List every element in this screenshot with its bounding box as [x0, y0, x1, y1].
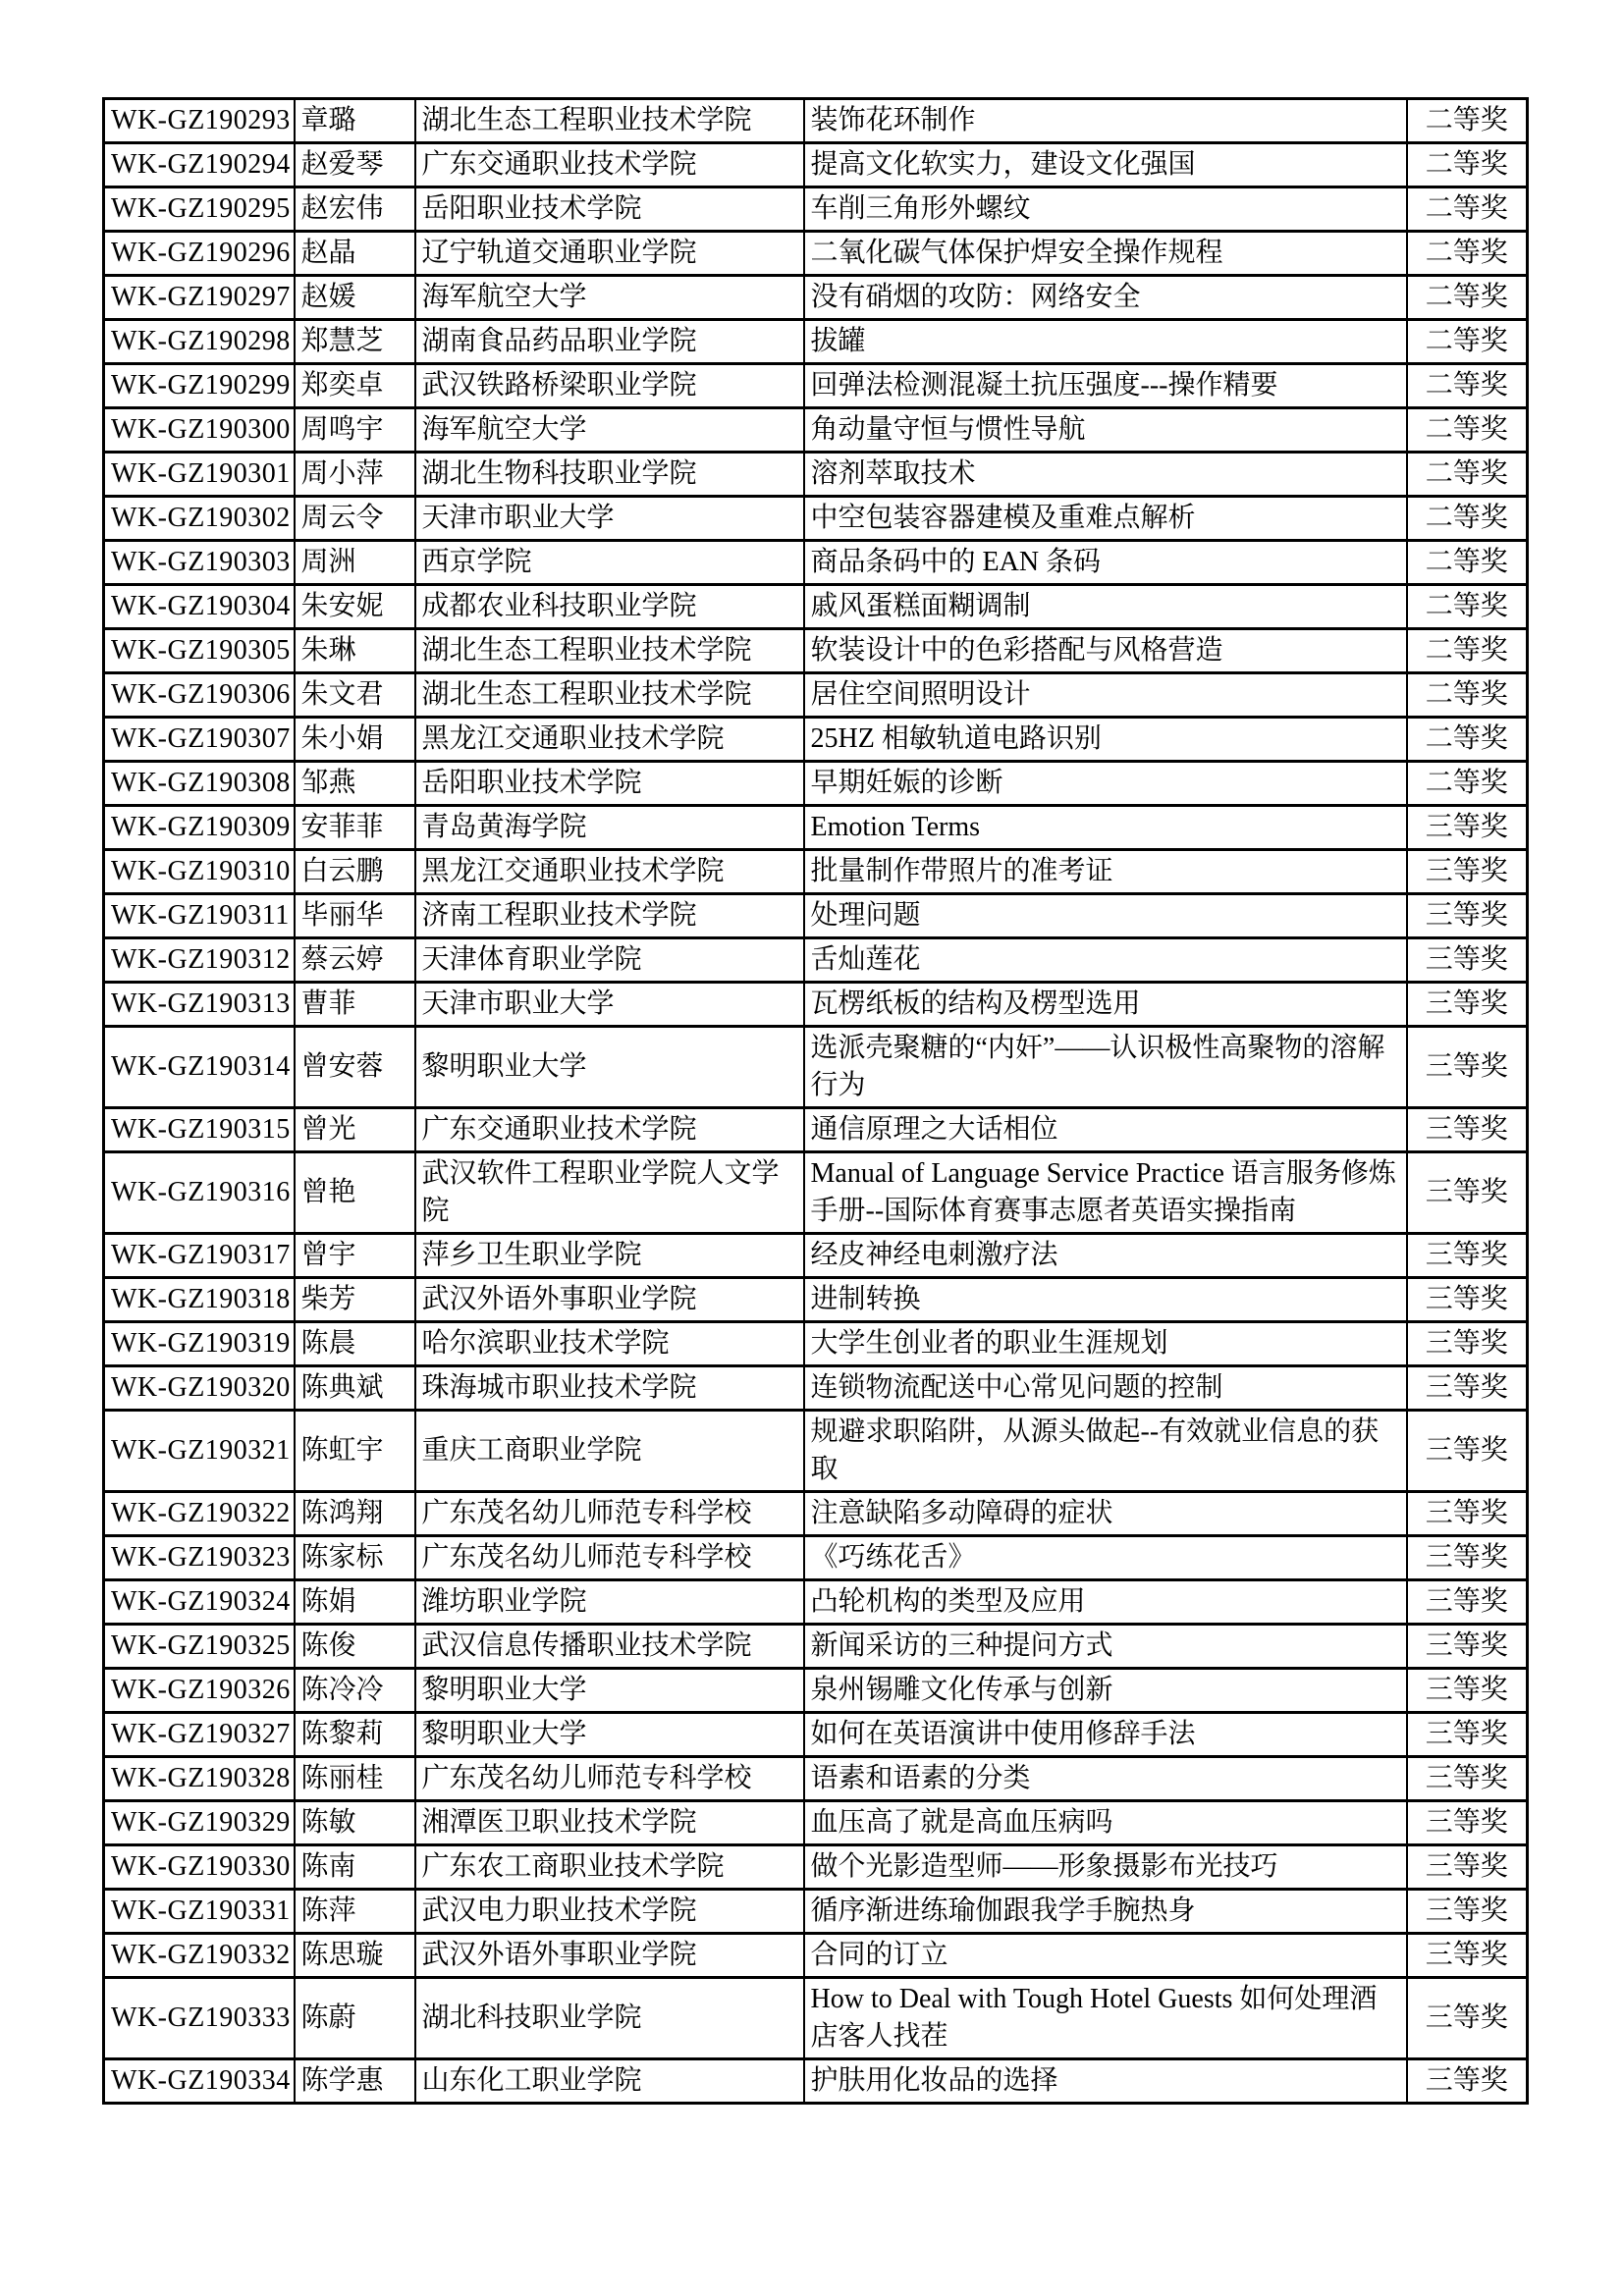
- cell-institution: 黎明职业大学: [415, 1027, 804, 1108]
- cell-participant-name: 安菲菲: [295, 806, 415, 850]
- cell-institution: 黎明职业大学: [415, 1713, 804, 1757]
- cell-participant-name: 陈蔚: [295, 1978, 415, 2059]
- cell-work-title: 新闻采访的三种提问方式: [804, 1625, 1407, 1669]
- cell-participant-name: 陈敏: [295, 1801, 415, 1845]
- cell-participant-name: 朱琳: [295, 629, 415, 673]
- cell-entry-id: WK-GZ190325: [104, 1625, 295, 1669]
- cell-institution: 武汉信息传播职业技术学院: [415, 1625, 804, 1669]
- cell-institution: 天津体育职业学院: [415, 938, 804, 983]
- cell-institution: 黎明职业大学: [415, 1669, 804, 1713]
- cell-work-title: 如何在英语演讲中使用修辞手法: [804, 1713, 1407, 1757]
- cell-work-title: 规避求职陷阱，从源头做起--有效就业信息的获取: [804, 1411, 1407, 1492]
- cell-award-level: 二等奖: [1407, 143, 1528, 187]
- cell-award-level: 三等奖: [1407, 1411, 1528, 1492]
- cell-institution: 广东茂名幼儿师范专科学校: [415, 1757, 804, 1801]
- cell-participant-name: 曾艳: [295, 1152, 415, 1234]
- table-row: [104, 762, 1528, 806]
- cell-participant-name: 曹菲: [295, 983, 415, 1027]
- cell-entry-id: WK-GZ190319: [104, 1322, 295, 1366]
- cell-award-level: 二等奖: [1407, 320, 1528, 364]
- cell-institution: 广东交通职业技术学院: [415, 1108, 804, 1152]
- table-row: [104, 1801, 1528, 1845]
- cell-work-title: 拔罐: [804, 320, 1407, 364]
- cell-award-level: 三等奖: [1407, 1801, 1528, 1845]
- cell-entry-id: WK-GZ190299: [104, 364, 295, 408]
- cell-work-title: Manual of Language Service Practice 语言服务修炼手册--国际体育赛事志愿者英语实操指南: [804, 1152, 1407, 1234]
- cell-participant-name: 陈南: [295, 1845, 415, 1890]
- cell-work-title: 护肤用化妆品的选择: [804, 2059, 1407, 2104]
- cell-work-title: 车削三角形外螺纹: [804, 187, 1407, 232]
- cell-participant-name: 章璐: [295, 99, 415, 143]
- cell-entry-id: WK-GZ190307: [104, 718, 295, 762]
- cell-award-level: 三等奖: [1407, 1890, 1528, 1934]
- cell-work-title: 大学生创业者的职业生涯规划: [804, 1322, 1407, 1366]
- cell-entry-id: WK-GZ190297: [104, 276, 295, 320]
- table-row: [104, 1934, 1528, 1978]
- cell-entry-id: WK-GZ190320: [104, 1366, 295, 1411]
- table-row: [104, 1978, 1528, 2059]
- table-row: [104, 983, 1528, 1027]
- cell-work-title: 合同的订立: [804, 1934, 1407, 1978]
- cell-award-level: 三等奖: [1407, 1278, 1528, 1322]
- cell-participant-name: 白云鹏: [295, 850, 415, 894]
- cell-entry-id: WK-GZ190309: [104, 806, 295, 850]
- cell-institution: 湖南食品药品职业学院: [415, 320, 804, 364]
- cell-participant-name: 陈家标: [295, 1536, 415, 1580]
- cell-work-title: 回弹法检测混凝土抗压强度---操作精要: [804, 364, 1407, 408]
- cell-work-title: 处理问题: [804, 894, 1407, 938]
- cell-institution: 济南工程职业技术学院: [415, 894, 804, 938]
- cell-institution: 广东交通职业技术学院: [415, 143, 804, 187]
- cell-entry-id: WK-GZ190316: [104, 1152, 295, 1234]
- cell-award-level: 三等奖: [1407, 850, 1528, 894]
- cell-entry-id: WK-GZ190324: [104, 1580, 295, 1625]
- table-row: [104, 1625, 1528, 1669]
- cell-participant-name: 陈萍: [295, 1890, 415, 1934]
- cell-award-level: 三等奖: [1407, 938, 1528, 983]
- cell-institution: 珠海城市职业技术学院: [415, 1366, 804, 1411]
- cell-participant-name: 陈冷冷: [295, 1669, 415, 1713]
- cell-work-title: 批量制作带照片的准考证: [804, 850, 1407, 894]
- cell-entry-id: WK-GZ190333: [104, 1978, 295, 2059]
- cell-participant-name: 陈虹宇: [295, 1411, 415, 1492]
- cell-award-level: 三等奖: [1407, 1625, 1528, 1669]
- cell-entry-id: WK-GZ190321: [104, 1411, 295, 1492]
- cell-entry-id: WK-GZ190295: [104, 187, 295, 232]
- cell-award-level: 三等奖: [1407, 1492, 1528, 1536]
- cell-work-title: 通信原理之大话相位: [804, 1108, 1407, 1152]
- cell-participant-name: 赵宏伟: [295, 187, 415, 232]
- table-row: [104, 1580, 1528, 1625]
- table-row: [104, 718, 1528, 762]
- cell-entry-id: WK-GZ190302: [104, 497, 295, 541]
- table-row: [104, 232, 1528, 276]
- cell-institution: 岳阳职业技术学院: [415, 187, 804, 232]
- cell-entry-id: WK-GZ190329: [104, 1801, 295, 1845]
- cell-award-level: 三等奖: [1407, 1536, 1528, 1580]
- cell-award-level: 三等奖: [1407, 1152, 1528, 1234]
- cell-participant-name: 陈典斌: [295, 1366, 415, 1411]
- cell-institution: 湖北生态工程职业技术学院: [415, 99, 804, 143]
- cell-participant-name: 郑慧芝: [295, 320, 415, 364]
- cell-entry-id: WK-GZ190301: [104, 453, 295, 497]
- cell-award-level: 二等奖: [1407, 364, 1528, 408]
- cell-institution: 成都农业科技职业学院: [415, 585, 804, 629]
- table-row: [104, 320, 1528, 364]
- cell-entry-id: WK-GZ190303: [104, 541, 295, 585]
- cell-institution: 湖北生态工程职业技术学院: [415, 673, 804, 718]
- cell-work-title: 《巧练花舌》: [804, 1536, 1407, 1580]
- cell-participant-name: 赵媛: [295, 276, 415, 320]
- cell-award-level: 二等奖: [1407, 99, 1528, 143]
- cell-work-title: Emotion Terms: [804, 806, 1407, 850]
- cell-entry-id: WK-GZ190314: [104, 1027, 295, 1108]
- cell-participant-name: 周小萍: [295, 453, 415, 497]
- cell-institution: 武汉外语外事职业学院: [415, 1278, 804, 1322]
- cell-entry-id: WK-GZ190310: [104, 850, 295, 894]
- table-row: [104, 585, 1528, 629]
- cell-work-title: 中空包装容器建模及重难点解析: [804, 497, 1407, 541]
- cell-participant-name: 周云令: [295, 497, 415, 541]
- cell-entry-id: WK-GZ190334: [104, 2059, 295, 2104]
- cell-award-level: 二等奖: [1407, 497, 1528, 541]
- table-row: [104, 1492, 1528, 1536]
- cell-work-title: 循序渐进练瑜伽跟我学手腕热身: [804, 1890, 1407, 1934]
- table-row: [104, 408, 1528, 453]
- cell-institution: 海军航空大学: [415, 408, 804, 453]
- cell-work-title: 角动量守恒与惯性导航: [804, 408, 1407, 453]
- cell-institution: 黑龙江交通职业技术学院: [415, 850, 804, 894]
- cell-work-title: 软装设计中的色彩搭配与风格营造: [804, 629, 1407, 673]
- cell-entry-id: WK-GZ190305: [104, 629, 295, 673]
- table-row: [104, 143, 1528, 187]
- table-row: [104, 894, 1528, 938]
- cell-participant-name: 朱安妮: [295, 585, 415, 629]
- cell-participant-name: 赵晶: [295, 232, 415, 276]
- table-row: [104, 1366, 1528, 1411]
- cell-entry-id: WK-GZ190313: [104, 983, 295, 1027]
- cell-entry-id: WK-GZ190306: [104, 673, 295, 718]
- cell-work-title: 做个光影造型师——形象摄影布光技巧: [804, 1845, 1407, 1890]
- table-row: [104, 364, 1528, 408]
- cell-participant-name: 陈娟: [295, 1580, 415, 1625]
- table-row: [104, 276, 1528, 320]
- cell-work-title: 注意缺陷多动障碍的症状: [804, 1492, 1407, 1536]
- table-row: [104, 1845, 1528, 1890]
- table-row: [104, 541, 1528, 585]
- cell-work-title: How to Deal with Tough Hotel Guests 如何处理酒店客人找茬: [804, 1978, 1407, 2059]
- cell-participant-name: 朱文君: [295, 673, 415, 718]
- cell-entry-id: WK-GZ190315: [104, 1108, 295, 1152]
- table-row: [104, 1713, 1528, 1757]
- cell-participant-name: 陈丽桂: [295, 1757, 415, 1801]
- cell-entry-id: WK-GZ190300: [104, 408, 295, 453]
- cell-award-level: 二等奖: [1407, 276, 1528, 320]
- cell-participant-name: 柴芳: [295, 1278, 415, 1322]
- cell-institution: 重庆工商职业学院: [415, 1411, 804, 1492]
- cell-institution: 武汉外语外事职业学院: [415, 1934, 804, 1978]
- cell-award-level: 三等奖: [1407, 1845, 1528, 1890]
- cell-award-level: 三等奖: [1407, 1713, 1528, 1757]
- cell-participant-name: 陈俊: [295, 1625, 415, 1669]
- table-row: [104, 187, 1528, 232]
- cell-institution: 武汉铁路桥梁职业学院: [415, 364, 804, 408]
- cell-entry-id: WK-GZ190293: [104, 99, 295, 143]
- cell-entry-id: WK-GZ190332: [104, 1934, 295, 1978]
- table-row: [104, 497, 1528, 541]
- cell-institution: 哈尔滨职业技术学院: [415, 1322, 804, 1366]
- cell-award-level: 二等奖: [1407, 541, 1528, 585]
- cell-entry-id: WK-GZ190318: [104, 1278, 295, 1322]
- cell-entry-id: WK-GZ190326: [104, 1669, 295, 1713]
- cell-participant-name: 蔡云婷: [295, 938, 415, 983]
- cell-work-title: 连锁物流配送中心常见问题的控制: [804, 1366, 1407, 1411]
- table-row: [104, 2059, 1528, 2104]
- cell-work-title: 进制转换: [804, 1278, 1407, 1322]
- table-row: [104, 453, 1528, 497]
- table-row: [104, 1757, 1528, 1801]
- cell-participant-name: 曾宇: [295, 1234, 415, 1278]
- cell-work-title: 舌灿莲花: [804, 938, 1407, 983]
- table-row: [104, 1152, 1528, 1234]
- cell-award-level: 二等奖: [1407, 629, 1528, 673]
- cell-award-level: 三等奖: [1407, 1669, 1528, 1713]
- cell-award-level: 三等奖: [1407, 2059, 1528, 2104]
- table-row: [104, 806, 1528, 850]
- cell-award-level: 二等奖: [1407, 453, 1528, 497]
- cell-entry-id: WK-GZ190311: [104, 894, 295, 938]
- cell-institution: 武汉软件工程职业学院人文学院: [415, 1152, 804, 1234]
- cell-participant-name: 陈学惠: [295, 2059, 415, 2104]
- table-row: [104, 1027, 1528, 1108]
- cell-institution: 山东化工职业学院: [415, 2059, 804, 2104]
- cell-institution: 湘潭医卫职业技术学院: [415, 1801, 804, 1845]
- cell-participant-name: 赵爱琴: [295, 143, 415, 187]
- cell-entry-id: WK-GZ190304: [104, 585, 295, 629]
- cell-participant-name: 朱小娟: [295, 718, 415, 762]
- cell-work-title: 溶剂萃取技术: [804, 453, 1407, 497]
- cell-award-level: 三等奖: [1407, 1757, 1528, 1801]
- cell-participant-name: 周鸣宇: [295, 408, 415, 453]
- cell-award-level: 三等奖: [1407, 1934, 1528, 1978]
- cell-entry-id: WK-GZ190296: [104, 232, 295, 276]
- cell-institution: 萍乡卫生职业学院: [415, 1234, 804, 1278]
- cell-participant-name: 陈鸿翔: [295, 1492, 415, 1536]
- cell-institution: 青岛黄海学院: [415, 806, 804, 850]
- table-row: [104, 1108, 1528, 1152]
- cell-award-level: 三等奖: [1407, 983, 1528, 1027]
- table-row: [104, 629, 1528, 673]
- cell-award-level: 二等奖: [1407, 585, 1528, 629]
- cell-institution: 湖北生态工程职业技术学院: [415, 629, 804, 673]
- cell-entry-id: WK-GZ190317: [104, 1234, 295, 1278]
- table-row: [104, 99, 1528, 143]
- cell-institution: 广东农工商职业技术学院: [415, 1845, 804, 1890]
- cell-work-title: 血压高了就是高血压病吗: [804, 1801, 1407, 1845]
- cell-award-level: 二等奖: [1407, 232, 1528, 276]
- cell-work-title: 装饰花环制作: [804, 99, 1407, 143]
- cell-award-level: 三等奖: [1407, 1108, 1528, 1152]
- cell-institution: 西京学院: [415, 541, 804, 585]
- cell-award-level: 三等奖: [1407, 1322, 1528, 1366]
- table-row: [104, 1411, 1528, 1492]
- cell-participant-name: 陈思璇: [295, 1934, 415, 1978]
- cell-institution: 天津市职业大学: [415, 983, 804, 1027]
- cell-entry-id: WK-GZ190328: [104, 1757, 295, 1801]
- cell-award-level: 三等奖: [1407, 1234, 1528, 1278]
- cell-entry-id: WK-GZ190327: [104, 1713, 295, 1757]
- cell-award-level: 三等奖: [1407, 1580, 1528, 1625]
- table-row: [104, 938, 1528, 983]
- cell-work-title: 语素和语素的分类: [804, 1757, 1407, 1801]
- cell-entry-id: WK-GZ190312: [104, 938, 295, 983]
- cell-entry-id: WK-GZ190308: [104, 762, 295, 806]
- table-row: [104, 1890, 1528, 1934]
- table-row: [104, 1278, 1528, 1322]
- cell-work-title: 经皮神经电刺激疗法: [804, 1234, 1407, 1278]
- cell-award-level: 二等奖: [1407, 762, 1528, 806]
- cell-work-title: 提高文化软实力，建设文化强国: [804, 143, 1407, 187]
- cell-entry-id: WK-GZ190323: [104, 1536, 295, 1580]
- awards-table-body: [104, 99, 1528, 2104]
- cell-institution: 湖北生物科技职业学院: [415, 453, 804, 497]
- cell-entry-id: WK-GZ190330: [104, 1845, 295, 1890]
- cell-award-level: 三等奖: [1407, 1978, 1528, 2059]
- table-row: [104, 850, 1528, 894]
- table-row: [104, 1536, 1528, 1580]
- awards-table: [102, 97, 1529, 2105]
- cell-entry-id: WK-GZ190322: [104, 1492, 295, 1536]
- cell-entry-id: WK-GZ190294: [104, 143, 295, 187]
- cell-institution: 湖北科技职业学院: [415, 1978, 804, 2059]
- cell-award-level: 三等奖: [1407, 1366, 1528, 1411]
- cell-work-title: 二氧化碳气体保护焊安全操作规程: [804, 232, 1407, 276]
- cell-work-title: 戚风蛋糕面糊调制: [804, 585, 1407, 629]
- cell-work-title: 选派壳聚糖的“内奸”——认识极性高聚物的溶解行为: [804, 1027, 1407, 1108]
- cell-work-title: 瓦楞纸板的结构及楞型选用: [804, 983, 1407, 1027]
- cell-work-title: 凸轮机构的类型及应用: [804, 1580, 1407, 1625]
- cell-participant-name: 陈黎莉: [295, 1713, 415, 1757]
- cell-participant-name: 陈晨: [295, 1322, 415, 1366]
- cell-institution: 潍坊职业学院: [415, 1580, 804, 1625]
- cell-institution: 广东茂名幼儿师范专科学校: [415, 1492, 804, 1536]
- cell-participant-name: 毕丽华: [295, 894, 415, 938]
- cell-institution: 广东茂名幼儿师范专科学校: [415, 1536, 804, 1580]
- cell-institution: 辽宁轨道交通职业学院: [415, 232, 804, 276]
- cell-work-title: 早期妊娠的诊断: [804, 762, 1407, 806]
- cell-entry-id: WK-GZ190298: [104, 320, 295, 364]
- cell-award-level: 三等奖: [1407, 806, 1528, 850]
- cell-participant-name: 郑奕卓: [295, 364, 415, 408]
- cell-award-level: 三等奖: [1407, 1027, 1528, 1108]
- cell-award-level: 二等奖: [1407, 673, 1528, 718]
- cell-institution: 海军航空大学: [415, 276, 804, 320]
- cell-participant-name: 曾光: [295, 1108, 415, 1152]
- cell-award-level: 三等奖: [1407, 894, 1528, 938]
- cell-institution: 天津市职业大学: [415, 497, 804, 541]
- cell-award-level: 二等奖: [1407, 187, 1528, 232]
- table-row: [104, 1234, 1528, 1278]
- cell-work-title: 25HZ 相敏轨道电路识别: [804, 718, 1407, 762]
- cell-work-title: 泉州锡雕文化传承与创新: [804, 1669, 1407, 1713]
- cell-work-title: 居住空间照明设计: [804, 673, 1407, 718]
- table-row: [104, 1322, 1528, 1366]
- cell-institution: 黑龙江交通职业技术学院: [415, 718, 804, 762]
- table-row: [104, 1669, 1528, 1713]
- cell-institution: 岳阳职业技术学院: [415, 762, 804, 806]
- cell-award-level: 二等奖: [1407, 408, 1528, 453]
- cell-work-title: 商品条码中的 EAN 条码: [804, 541, 1407, 585]
- cell-work-title: 没有硝烟的攻防：网络安全: [804, 276, 1407, 320]
- cell-participant-name: 邹燕: [295, 762, 415, 806]
- cell-participant-name: 曾安蓉: [295, 1027, 415, 1108]
- cell-award-level: 二等奖: [1407, 718, 1528, 762]
- cell-participant-name: 周洲: [295, 541, 415, 585]
- table-row: [104, 673, 1528, 718]
- cell-institution: 武汉电力职业技术学院: [415, 1890, 804, 1934]
- cell-entry-id: WK-GZ190331: [104, 1890, 295, 1934]
